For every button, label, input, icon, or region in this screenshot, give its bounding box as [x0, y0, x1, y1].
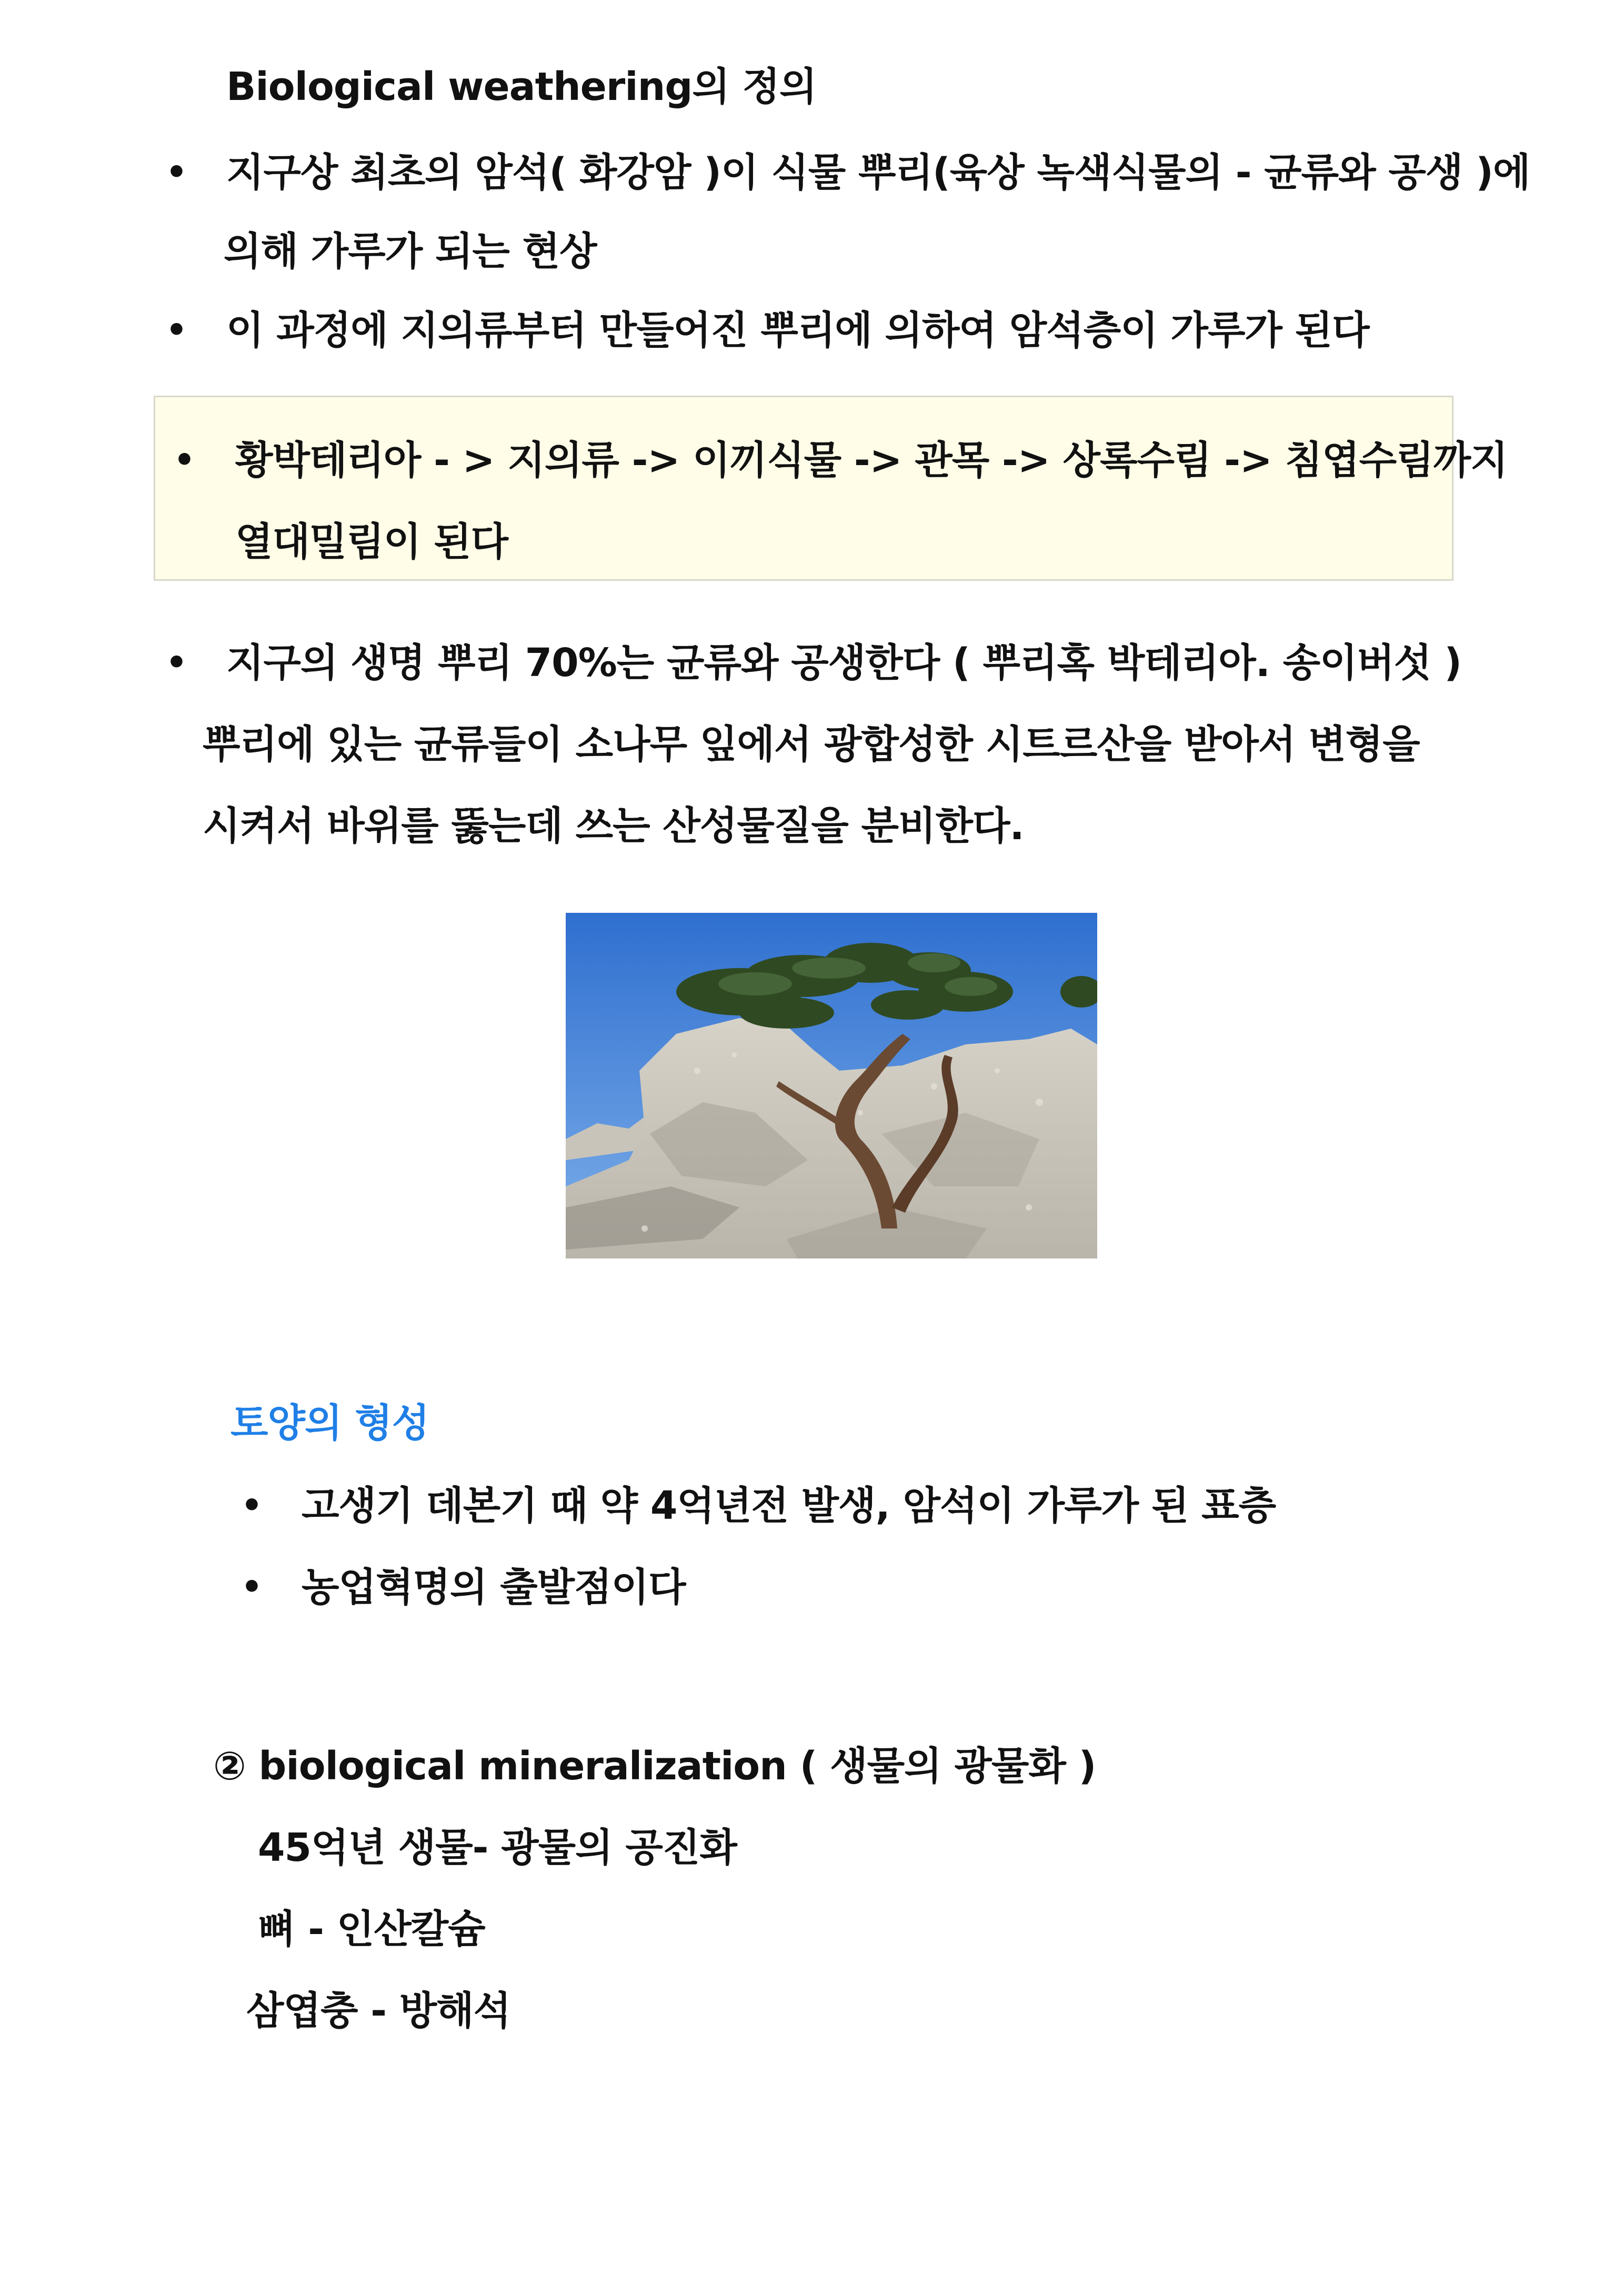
bullet-icon: • — [241, 1568, 263, 1607]
roots-text-cont: 뿌리에 있는 균류들이 소나무 잎에서 광합성한 시트르산을 받아서 변형을 — [203, 722, 1420, 767]
mineralization-line: 뼈 - 인산칼슘 — [258, 1907, 485, 1952]
bullet-text-cont: 의해 가루가 되는 현상 — [224, 229, 597, 274]
bullet-text: 지구상 최초의 암석( 화강암 )이 식물 뿌리(육상 녹색식물의 - 균류와 공생 )에 — [226, 150, 1530, 195]
highlight-text-cont: 열대밀림이 된다 — [235, 519, 508, 565]
bullet-icon: • — [174, 441, 195, 480]
roots-text-cont: 시켜서 바위를 뚫는데 쓰는 산성물질을 분비한다. — [203, 803, 1024, 849]
mineralization-line: 삼엽충 - 방해석 — [246, 1988, 511, 2033]
highlight-text: 황박테리아 - > 지의류 -> 이끼식물 -> 관목 -> 상록수림 -> 침엽수림까지 — [235, 438, 1508, 483]
bullet-text: 이 과정에 지의류부터 만들어진 뿌리에 의하여 암석층이 가루가 된다 — [226, 308, 1369, 353]
soil-bullet-text: 고생기 데본기 때 약 4억년전 발생, 암석이 가루가 된 표층 — [302, 1483, 1276, 1528]
bullet-icon: • — [166, 153, 187, 192]
bullet-icon: • — [166, 311, 187, 350]
roots-text: 지구의 생명 뿌리 70%는 균류와 공생한다 ( 뿌리혹 박테리아. 송이버섯 ) — [226, 640, 1462, 686]
soil-bullet-text: 농업혁명의 출발점이다 — [302, 1565, 686, 1610]
bullet-icon: • — [166, 643, 187, 682]
mineralization-line: 45억년 생물- 광물의 공진화 — [258, 1825, 737, 1870]
section-title: Biological weathering의 정의 — [226, 64, 817, 109]
mineralization-heading: ② biological mineralization ( 생물의 광물화 ) — [213, 1744, 1096, 1789]
pine-tree-photo — [566, 913, 1097, 1258]
bullet-icon: • — [241, 1486, 263, 1525]
soil-formation-heading: 토양의 형성 — [230, 1401, 429, 1446]
